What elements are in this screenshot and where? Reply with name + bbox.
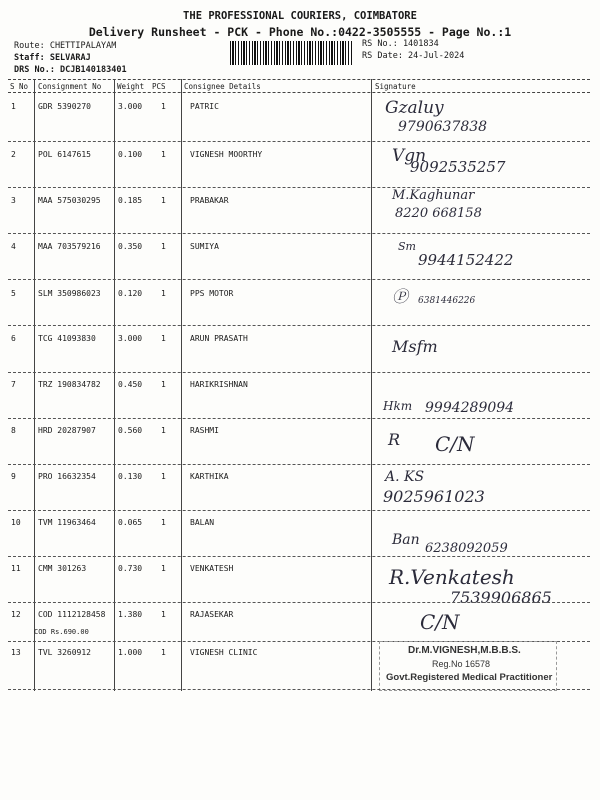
signature-phone: 8220 668158 bbox=[395, 206, 482, 221]
row-consignee: ARUN PRASATH bbox=[190, 334, 248, 343]
signature-phone: 9092535257 bbox=[410, 158, 506, 176]
route-label: Route: CHETTIPALAYAM bbox=[14, 41, 117, 51]
table-bottom-rule bbox=[8, 689, 590, 690]
row-consignment: SLM 350986023 bbox=[38, 289, 101, 298]
row-consignment: POL 6147615 bbox=[38, 150, 91, 159]
signature-name: Gzaluy bbox=[385, 98, 444, 118]
row-pcs: 1 bbox=[161, 150, 166, 159]
column-divider bbox=[34, 79, 35, 691]
row-sno: 12 bbox=[11, 610, 21, 619]
row-pcs: 1 bbox=[161, 334, 166, 343]
row-consignee: VIGNESH MOORTHY bbox=[190, 150, 263, 159]
runsheet-subtitle: Delivery Runsheet - PCK - Phone No.:0422-3505555 - Page No.:1 bbox=[88, 25, 512, 39]
signature-phone: 9994289094 bbox=[425, 400, 515, 416]
signature-phone: 7539906865 bbox=[450, 588, 552, 607]
row-sno: 11 bbox=[11, 564, 21, 573]
row-sno: 13 bbox=[11, 648, 21, 657]
signature-name: A. KS bbox=[385, 469, 425, 485]
row-pcs: 1 bbox=[161, 196, 166, 205]
row-consignee: BALAN bbox=[190, 518, 215, 527]
column-header-consignment: Consignment No bbox=[38, 82, 102, 91]
row-consignment: PRO 16632354 bbox=[38, 472, 96, 481]
column-header-weight: Weight bbox=[117, 82, 145, 91]
row-separator bbox=[8, 418, 590, 419]
signature-name: Sm bbox=[398, 240, 416, 253]
row-separator bbox=[8, 602, 590, 603]
column-header-pcs: PCS bbox=[152, 82, 166, 91]
row-pcs: 1 bbox=[161, 564, 166, 573]
row-pcs: 1 bbox=[161, 610, 166, 619]
row-weight: 0.130 bbox=[118, 472, 143, 481]
row-weight: 0.185 bbox=[118, 196, 143, 205]
row-sno: 10 bbox=[11, 518, 21, 527]
cod-amount: COD Rs.690.00 bbox=[34, 628, 89, 636]
signature-name: R.Venkatesh bbox=[389, 565, 515, 589]
row-consignment: MAA 703579216 bbox=[38, 242, 101, 251]
row-consignee: PATRIC bbox=[190, 102, 219, 111]
barcode bbox=[230, 41, 352, 65]
column-divider bbox=[371, 79, 372, 691]
signature-phone: 6381446226 bbox=[418, 296, 476, 306]
row-pcs: 1 bbox=[161, 380, 166, 389]
row-weight: 0.100 bbox=[118, 150, 143, 159]
row-consignment: MAA 575030295 bbox=[38, 196, 101, 205]
row-consignment: TRZ 190834782 bbox=[38, 380, 101, 389]
row-consignment: CMM 301263 bbox=[38, 564, 87, 573]
row-consignee: HARIKRISHNAN bbox=[190, 380, 248, 389]
table-header-rule bbox=[8, 92, 590, 93]
row-sno: 7 bbox=[11, 380, 16, 389]
row-consignment: GDR 5390270 bbox=[38, 102, 91, 111]
row-consignment: TVL 3260912 bbox=[38, 648, 91, 657]
row-separator bbox=[8, 233, 590, 234]
row-weight: 0.065 bbox=[118, 518, 143, 527]
signature-name: M.Kaghunar bbox=[392, 188, 475, 203]
row-separator bbox=[8, 464, 590, 465]
company-title: THE PROFESSIONAL COURIERS, COIMBATORE bbox=[183, 10, 417, 22]
row-consignee: KARTHIKA bbox=[190, 472, 229, 481]
row-separator bbox=[8, 187, 590, 188]
row-consignee: PRABAKAR bbox=[190, 196, 229, 205]
row-weight: 0.350 bbox=[118, 242, 143, 251]
row-weight: 0.730 bbox=[118, 564, 143, 573]
stamp-doctor-name: Dr.M.VIGNESH,M.B.B.S. bbox=[408, 645, 521, 656]
row-consignee: VENKATESH bbox=[190, 564, 234, 573]
row-weight: 3.000 bbox=[118, 102, 143, 111]
row-separator bbox=[8, 325, 590, 326]
row-consignee: RAJASEKAR bbox=[190, 610, 234, 619]
rs-date: RS Date: 24-Jul-2024 bbox=[362, 51, 465, 61]
row-consignment: TVM 11963464 bbox=[38, 518, 96, 527]
doctor-stamp bbox=[379, 641, 557, 691]
row-pcs: 1 bbox=[161, 242, 166, 251]
row-sno: 3 bbox=[11, 196, 16, 205]
column-header-sno: S No bbox=[10, 82, 29, 91]
signature-phone: 9790637838 bbox=[398, 119, 488, 135]
column-header-signature: Signature bbox=[375, 82, 416, 91]
row-separator bbox=[8, 556, 590, 557]
row-weight: 0.120 bbox=[118, 289, 143, 298]
row-consignment: TCG 41093830 bbox=[38, 334, 96, 343]
column-header-consignee: Consignee Details bbox=[184, 82, 261, 91]
signature-name: R bbox=[388, 430, 401, 449]
rs-number: RS No.: 1401834 bbox=[362, 39, 439, 49]
signature-name: Ban bbox=[392, 532, 420, 548]
row-sno: 1 bbox=[11, 102, 16, 111]
row-sno: 5 bbox=[11, 289, 16, 298]
row-consignee: RASHMI bbox=[190, 426, 219, 435]
row-pcs: 1 bbox=[161, 426, 166, 435]
row-separator bbox=[8, 510, 590, 511]
row-weight: 0.560 bbox=[118, 426, 143, 435]
row-sno: 9 bbox=[11, 472, 16, 481]
row-separator bbox=[8, 279, 590, 280]
column-divider bbox=[114, 79, 115, 691]
row-sno: 8 bbox=[11, 426, 16, 435]
row-weight: 0.450 bbox=[118, 380, 143, 389]
row-weight: 1.000 bbox=[118, 648, 143, 657]
signature-name: Vgn bbox=[392, 146, 427, 166]
signature-name: Msfm bbox=[392, 337, 438, 356]
signature-name: Ⓟ bbox=[392, 287, 409, 306]
table-top-rule bbox=[8, 79, 590, 80]
row-sno: 2 bbox=[11, 150, 16, 159]
row-pcs: 1 bbox=[161, 102, 166, 111]
row-consignment: HRD 20287907 bbox=[38, 426, 96, 435]
stamp-reg-number: Reg.No 16578 bbox=[432, 659, 491, 669]
stamp-practitioner: Govt.Registered Medical Practitioner bbox=[386, 672, 553, 683]
row-pcs: 1 bbox=[161, 472, 166, 481]
row-sno: 6 bbox=[11, 334, 16, 343]
signature-name: Hkm bbox=[383, 399, 413, 413]
row-consignee: SUMIYA bbox=[190, 242, 219, 251]
row-weight: 1.380 bbox=[118, 610, 143, 619]
row-pcs: 1 bbox=[161, 518, 166, 527]
staff-label: Staff: SELVARAJ bbox=[14, 53, 91, 63]
row-consignee: VIGNESH CLINIC bbox=[190, 648, 258, 657]
row-consignment: COD 1112128458 bbox=[38, 610, 106, 619]
signature-name: C/N bbox=[420, 610, 460, 634]
column-divider bbox=[181, 79, 182, 691]
row-consignee: PPS MOTOR bbox=[190, 289, 234, 298]
row-pcs: 1 bbox=[161, 289, 166, 298]
row-weight: 3.000 bbox=[118, 334, 143, 343]
signature-phone: 9025961023 bbox=[383, 487, 485, 506]
signature-phone: 9944152422 bbox=[418, 251, 514, 269]
signature-phone: 6238092059 bbox=[425, 541, 508, 556]
row-separator bbox=[8, 141, 590, 142]
row-pcs: 1 bbox=[161, 648, 166, 657]
row-separator bbox=[8, 372, 590, 373]
drs-label: DRS No.: DCJB140183401 bbox=[14, 65, 127, 75]
signature-phone: C/N bbox=[435, 432, 475, 456]
row-sno: 4 bbox=[11, 242, 16, 251]
